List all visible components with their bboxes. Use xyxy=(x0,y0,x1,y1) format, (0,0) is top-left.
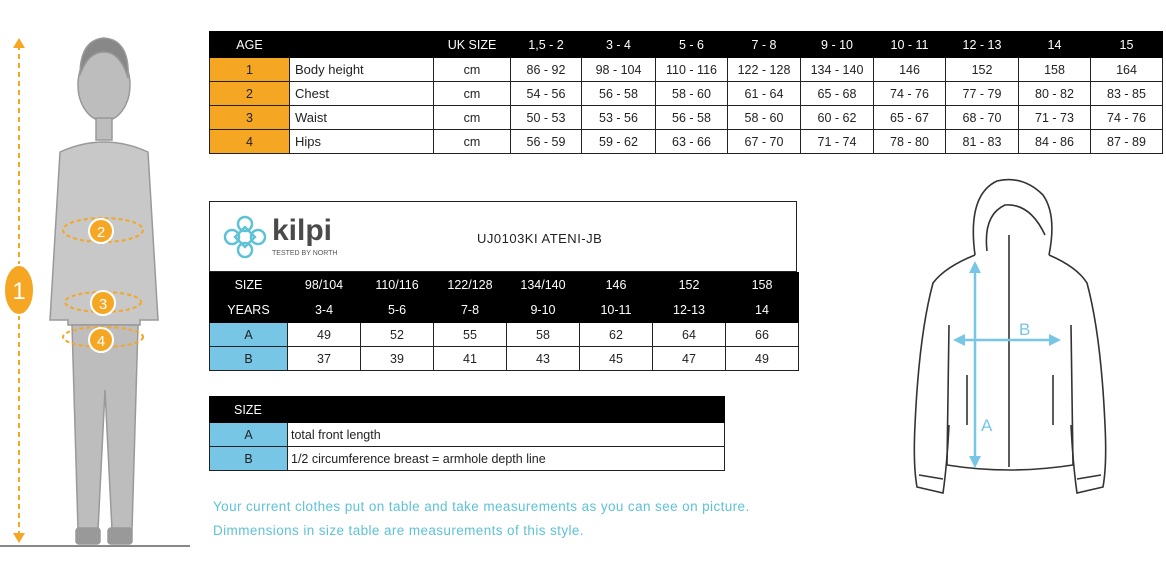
table-cell: 60 - 62 xyxy=(801,106,874,130)
marker-4 xyxy=(89,328,113,352)
table-cell: 146 xyxy=(874,58,946,82)
table-cell: 87 - 89 xyxy=(1091,130,1163,154)
table-row xyxy=(210,58,1163,82)
table-cell: 39 xyxy=(361,347,434,371)
table-cell: 65 - 67 xyxy=(874,106,946,130)
table-row xyxy=(210,130,1163,154)
table-cell: 43 xyxy=(507,347,580,371)
header-size: 12 - 13 xyxy=(946,32,1019,58)
table-cell: 66 xyxy=(726,323,799,347)
svg-text:1: 1 xyxy=(12,278,26,305)
table-row xyxy=(210,82,1163,106)
table-cell: 83 - 85 xyxy=(1091,82,1163,106)
table-row xyxy=(210,347,799,371)
table-cell: 74 - 76 xyxy=(874,82,946,106)
year-value: 7-8 xyxy=(434,298,507,323)
table-cell: 41 xyxy=(434,347,507,371)
year-value: 10-11 xyxy=(580,298,653,323)
row-unit: cm xyxy=(434,58,511,82)
header-size: 9 - 10 xyxy=(801,32,874,58)
measure-a-arrow xyxy=(969,261,993,468)
year-value: 12-13 xyxy=(653,298,726,323)
svg-text:B: B xyxy=(1019,320,1031,339)
size-value: 158 xyxy=(726,273,799,298)
size-value: 134/140 xyxy=(507,273,580,298)
size-chart-header xyxy=(210,32,1163,58)
table-cell: 134 - 140 xyxy=(801,58,874,82)
table-cell: 64 xyxy=(653,323,726,347)
table-cell: 49 xyxy=(726,347,799,371)
table-cell: 54 - 56 xyxy=(511,82,582,106)
header-size: 7 - 8 xyxy=(728,32,801,58)
measure-b-arrow xyxy=(953,320,1061,346)
jacket-outline xyxy=(914,180,1105,493)
row-number: 1 xyxy=(210,58,290,82)
table-cell: 77 - 79 xyxy=(946,82,1019,106)
size-value: 110/116 xyxy=(361,273,434,298)
row-label: Hips xyxy=(290,130,434,154)
table-row xyxy=(210,323,799,347)
size-label: SIZE xyxy=(210,273,288,298)
row-label: B xyxy=(210,447,288,471)
svg-text:2: 2 xyxy=(96,224,106,241)
header-size: 3 - 4 xyxy=(582,32,656,58)
row-number: 2 xyxy=(210,82,290,106)
marker-3 xyxy=(91,291,115,315)
table-cell: 58 - 60 xyxy=(656,82,728,106)
row-unit: cm xyxy=(434,82,511,106)
product-code: UJ0103KI ATENI-JB xyxy=(477,231,603,246)
table-cell: 110 - 116 xyxy=(656,58,728,82)
row-label: Body height xyxy=(290,58,434,82)
table-cell: 55 xyxy=(434,323,507,347)
table-cell: 50 - 53 xyxy=(511,106,582,130)
table-cell: 164 xyxy=(1091,58,1163,82)
table-cell: 59 - 62 xyxy=(582,130,656,154)
table-cell: 78 - 80 xyxy=(874,130,946,154)
table-cell: 37 xyxy=(288,347,361,371)
marker-2 xyxy=(89,219,113,243)
table-cell: 74 - 76 xyxy=(1091,106,1163,130)
style-measure-table xyxy=(209,272,799,371)
svg-text:3: 3 xyxy=(98,296,108,313)
years-row xyxy=(210,298,799,323)
table-cell: 67 - 70 xyxy=(728,130,801,154)
table-row xyxy=(210,106,1163,130)
table-cell: 47 xyxy=(653,347,726,371)
table-cell: 62 xyxy=(580,323,653,347)
logo-text: kilpi xyxy=(272,214,333,247)
table-cell: 80 - 82 xyxy=(1019,82,1091,106)
measurement-legend-table xyxy=(209,396,725,471)
table-cell: 53 - 56 xyxy=(582,106,656,130)
row-unit: cm xyxy=(434,130,511,154)
row-label: Chest xyxy=(290,82,434,106)
table-cell: 158 xyxy=(1019,58,1091,82)
table-cell: 56 - 58 xyxy=(582,82,656,106)
table-row xyxy=(210,423,725,447)
svg-text:A: A xyxy=(981,416,993,435)
year-value: 14 xyxy=(726,298,799,323)
dimension-note: Dimmensions in size table are measurements of this style. xyxy=(213,523,584,538)
table-cell: 58 xyxy=(507,323,580,347)
row-label: A xyxy=(210,423,288,447)
size-value: 122/128 xyxy=(434,273,507,298)
marker-1 xyxy=(4,265,34,315)
jacket-diagram xyxy=(905,175,1115,500)
brand-header xyxy=(209,201,797,272)
table-cell: 56 - 58 xyxy=(656,106,728,130)
row-number: 4 xyxy=(210,130,290,154)
header-size: 14 xyxy=(1019,32,1091,58)
table-cell: 122 - 128 xyxy=(728,58,801,82)
size-value: 98/104 xyxy=(288,273,361,298)
size-value: 146 xyxy=(580,273,653,298)
row-number: 3 xyxy=(210,106,290,130)
header-size: 1,5 - 2 xyxy=(511,32,582,58)
table-cell: 52 xyxy=(361,323,434,347)
header-age: AGE xyxy=(210,32,290,58)
row-unit: cm xyxy=(434,106,511,130)
header-uk-size: UK SIZE xyxy=(434,32,511,58)
table-cell: 81 - 83 xyxy=(946,130,1019,154)
years-label: YEARS xyxy=(210,298,288,323)
table-row xyxy=(210,447,725,471)
svg-text:4: 4 xyxy=(96,333,106,350)
row-description: 1/2 circumference breast = armhole depth line xyxy=(288,447,725,471)
table-cell: 61 - 64 xyxy=(728,82,801,106)
table-cell: 98 - 104 xyxy=(582,58,656,82)
sizes-row xyxy=(210,273,799,298)
row-label: B xyxy=(210,347,288,371)
instruction-note: Your current clothes put on table and take measurements as you can see on picture. xyxy=(213,499,750,514)
row-label: Waist xyxy=(290,106,434,130)
legend-header xyxy=(210,397,725,423)
table-cell: 45 xyxy=(580,347,653,371)
header-size: 10 - 11 xyxy=(874,32,946,58)
table-cell: 65 - 68 xyxy=(801,82,874,106)
header-blank xyxy=(290,32,434,58)
header-size: 15 xyxy=(1091,32,1163,58)
table-cell: 86 - 92 xyxy=(511,58,582,82)
legend-title: SIZE xyxy=(210,397,725,423)
year-value: 9-10 xyxy=(507,298,580,323)
table-cell: 152 xyxy=(946,58,1019,82)
table-cell: 58 - 60 xyxy=(728,106,801,130)
size-chart-table xyxy=(209,31,1163,154)
table-cell: 71 - 74 xyxy=(801,130,874,154)
table-cell: 68 - 70 xyxy=(946,106,1019,130)
header-size: 5 - 6 xyxy=(656,32,728,58)
row-description: total front length xyxy=(288,423,725,447)
table-cell: 49 xyxy=(288,323,361,347)
kilpi-knot-icon xyxy=(222,214,268,260)
child-figure-diagram xyxy=(0,0,200,561)
logo-subtitle: TESTED BY NORTH xyxy=(272,250,338,257)
table-cell: 63 - 66 xyxy=(656,130,728,154)
row-label: A xyxy=(210,323,288,347)
year-value: 3-4 xyxy=(288,298,361,323)
table-cell: 56 - 59 xyxy=(511,130,582,154)
size-value: 152 xyxy=(653,273,726,298)
table-cell: 84 - 86 xyxy=(1019,130,1091,154)
year-value: 5-6 xyxy=(361,298,434,323)
table-cell: 71 - 73 xyxy=(1019,106,1091,130)
